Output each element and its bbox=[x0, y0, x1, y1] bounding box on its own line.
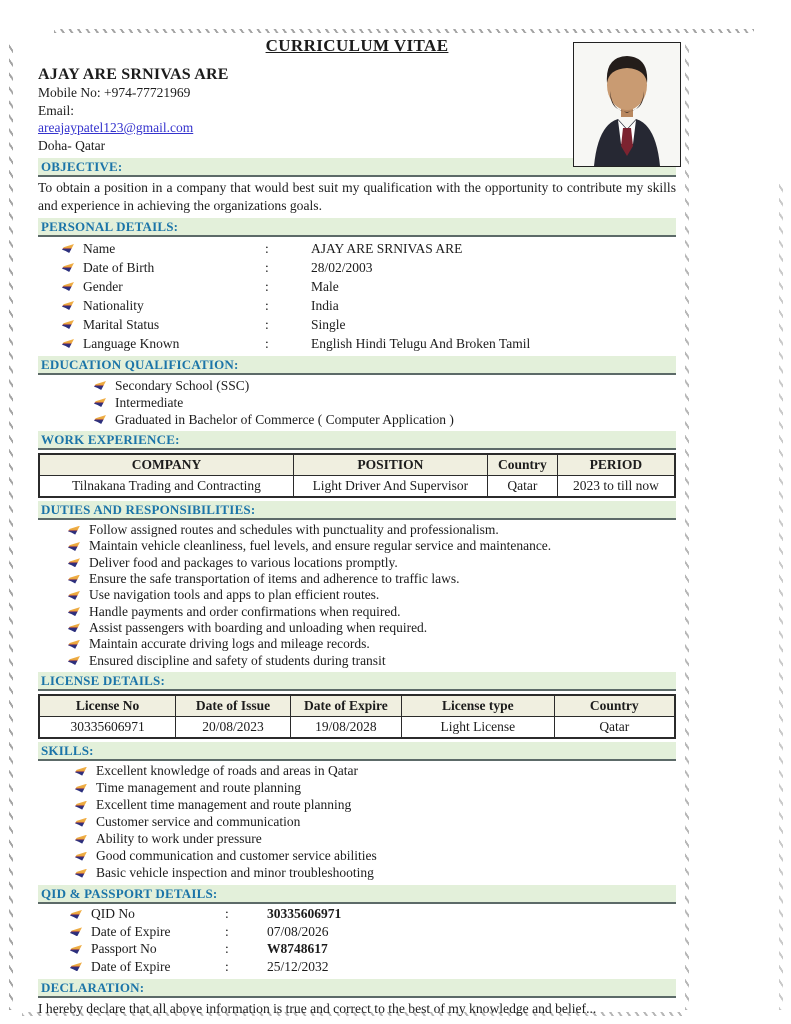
table-cell: 20/08/2023 bbox=[176, 716, 290, 738]
declaration-text: I hereby declare that all above information is true and correct to the best of my knowledge and belief... bbox=[38, 1000, 597, 1016]
paper-plane-bullet-icon bbox=[70, 962, 82, 971]
paper-plane-bullet-icon bbox=[75, 784, 87, 793]
qid-passport-list bbox=[38, 906, 676, 976]
detail-value: AJAY ARE SRNIVAS ARE bbox=[311, 240, 463, 256]
paper-plane-bullet-icon bbox=[70, 910, 82, 919]
list-item bbox=[38, 814, 676, 831]
list-item bbox=[38, 763, 676, 780]
detail-colon: : bbox=[265, 240, 269, 256]
paper-plane-bullet-icon bbox=[62, 282, 74, 291]
duty-item: Follow assigned routes and schedules with punctuality and professionalism. bbox=[89, 522, 499, 538]
email-link[interactable]: areajaypatel123@gmail.com bbox=[38, 120, 194, 135]
column-header: Date of Expire bbox=[290, 695, 401, 717]
skills-list bbox=[38, 763, 676, 882]
passport-row bbox=[38, 941, 676, 959]
column-header: Country bbox=[554, 695, 675, 717]
list-item bbox=[38, 603, 676, 619]
duty-item: Ensure the safe transportation of items and adherence to traffic laws. bbox=[89, 571, 460, 587]
detail-label: Date of Birth bbox=[83, 259, 155, 275]
table-row bbox=[39, 716, 675, 738]
paper-plane-bullet-icon bbox=[94, 415, 106, 424]
paper-plane-bullet-icon bbox=[75, 835, 87, 844]
column-header: POSITION bbox=[293, 454, 487, 476]
detail-value: India bbox=[311, 297, 339, 313]
list-item bbox=[38, 394, 676, 411]
table-cell: Qatar bbox=[554, 716, 675, 738]
work-experience-table bbox=[38, 453, 676, 498]
list-item bbox=[38, 831, 676, 848]
column-header: Country bbox=[487, 454, 557, 476]
duty-item: Maintain vehicle cleanliness, fuel levels, and ensure regular service and maintenance. bbox=[89, 538, 552, 554]
paper-plane-bullet-icon bbox=[68, 526, 80, 535]
paper-plane-bullet-icon bbox=[75, 869, 87, 878]
duty-item: Assist passengers with boarding and unloading when required. bbox=[89, 619, 428, 635]
education-item: Secondary School (SSC) bbox=[115, 377, 250, 393]
list-item bbox=[38, 848, 676, 865]
detail-colon: : bbox=[265, 335, 269, 351]
section-heading-duties: DUTIES AND RESPONSIBILITIES: bbox=[38, 501, 676, 520]
paper-plane-bullet-icon bbox=[75, 852, 87, 861]
table-cell: Tilnakana Trading and Contracting bbox=[39, 476, 293, 498]
detail-colon: : bbox=[265, 259, 269, 275]
mobile-number: Mobile No: +974-77721969 bbox=[38, 85, 191, 100]
section-heading-qid-passport: QID & PASSPORT DETAILS: bbox=[38, 885, 676, 904]
detail-colon: : bbox=[225, 906, 229, 922]
portrait-photo-image bbox=[574, 43, 680, 166]
detail-colon: : bbox=[225, 941, 229, 957]
license-details-table bbox=[38, 694, 676, 739]
section-heading-license: LICENSE DETAILS: bbox=[38, 672, 676, 691]
location: Doha- Qatar bbox=[38, 137, 106, 153]
table-cell: Light Driver And Supervisor bbox=[293, 476, 487, 498]
column-header: License No bbox=[39, 695, 176, 717]
detail-label: Name bbox=[83, 240, 116, 256]
section-heading-objective: OBJECTIVE: bbox=[38, 158, 676, 177]
personal-row-nationality bbox=[38, 296, 676, 315]
paper-plane-bullet-icon bbox=[94, 398, 106, 407]
duty-item: Handle payments and order confirmations when required. bbox=[89, 603, 401, 619]
skill-item: Excellent knowledge of roads and areas in Qatar bbox=[96, 763, 359, 779]
scan-border-left bbox=[9, 42, 13, 1010]
detail-label: Date of Expire bbox=[91, 923, 171, 939]
paper-plane-bullet-icon bbox=[68, 558, 80, 567]
skill-item: Good communication and customer service abilities bbox=[96, 848, 377, 864]
list-item bbox=[38, 797, 676, 814]
detail-value: W8748617 bbox=[267, 941, 328, 957]
table-header-row bbox=[39, 695, 675, 717]
personal-row-dob bbox=[38, 258, 676, 277]
duty-item: Maintain accurate driving logs and mileage records. bbox=[89, 636, 370, 652]
detail-label: Language Known bbox=[83, 335, 180, 351]
detail-value: 30335606971 bbox=[267, 906, 342, 922]
duty-item: Use navigation tools and apps to plan efficient routes. bbox=[89, 587, 380, 603]
paper-plane-bullet-icon bbox=[68, 575, 80, 584]
personal-row-name bbox=[38, 239, 676, 258]
table-cell: 30335606971 bbox=[39, 716, 176, 738]
section-heading-personal: PERSONAL DETAILS: bbox=[38, 218, 676, 237]
table-cell: Light License bbox=[402, 716, 555, 738]
paper-plane-bullet-icon bbox=[70, 927, 82, 936]
table-header-row bbox=[39, 454, 675, 476]
education-list bbox=[38, 377, 676, 428]
table-cell: Qatar bbox=[487, 476, 557, 498]
detail-label: Date of Expire bbox=[91, 958, 171, 974]
column-header: COMPANY bbox=[39, 454, 293, 476]
detail-colon: : bbox=[225, 958, 229, 974]
list-item bbox=[38, 780, 676, 797]
paper-plane-bullet-icon bbox=[70, 945, 82, 954]
column-header: Date of Issue bbox=[176, 695, 290, 717]
detail-label: QID No bbox=[91, 906, 135, 922]
detail-value: 28/02/2003 bbox=[311, 259, 373, 275]
duty-item: Deliver food and packages to various locations promptly. bbox=[89, 554, 398, 570]
detail-colon: : bbox=[265, 297, 269, 313]
qid-row bbox=[38, 906, 676, 924]
detail-label: Gender bbox=[83, 278, 123, 294]
section-heading-declaration: DECLARATION: bbox=[38, 979, 676, 998]
paper-plane-bullet-icon bbox=[62, 320, 74, 329]
personal-details-list bbox=[38, 239, 676, 353]
education-item: Graduated in Bachelor of Commerce ( Computer Application ) bbox=[115, 411, 454, 427]
detail-label: Passport No bbox=[91, 941, 157, 957]
paper-plane-bullet-icon bbox=[94, 381, 106, 390]
duty-item: Ensured discipline and safety of students during transit bbox=[89, 652, 386, 668]
education-item: Intermediate bbox=[115, 394, 184, 410]
list-item bbox=[38, 620, 676, 636]
list-item bbox=[38, 555, 676, 571]
list-item bbox=[38, 636, 676, 652]
paper-plane-bullet-icon bbox=[75, 801, 87, 810]
list-item bbox=[38, 571, 676, 587]
list-item bbox=[38, 411, 676, 428]
skill-item: Basic vehicle inspection and minor troubleshooting bbox=[96, 865, 374, 881]
detail-label: Nationality bbox=[83, 297, 144, 313]
paper-plane-bullet-icon bbox=[62, 301, 74, 310]
detail-label: Marital Status bbox=[83, 316, 160, 332]
skill-item: Excellent time management and route planning bbox=[96, 797, 352, 813]
paper-plane-bullet-icon bbox=[68, 542, 80, 551]
section-heading-skills: SKILLS: bbox=[38, 742, 676, 761]
section-heading-education: EDUCATION QUALIFICATION: bbox=[38, 356, 676, 375]
paper-plane-bullet-icon bbox=[75, 818, 87, 827]
list-item bbox=[38, 587, 676, 603]
paper-plane-bullet-icon bbox=[68, 656, 80, 665]
column-header: PERIOD bbox=[557, 454, 675, 476]
table-cell: 2023 to till now bbox=[557, 476, 675, 498]
objective-text: To obtain a position in a company that would best suit my qualification with the opportunity to contribute my skills and experience in achieving the organizations goals. bbox=[38, 180, 676, 213]
paper-plane-bullet-icon bbox=[68, 607, 80, 616]
scan-border-top bbox=[54, 29, 754, 33]
list-item bbox=[38, 652, 676, 668]
paper-plane-bullet-icon bbox=[68, 591, 80, 600]
personal-row-language bbox=[38, 334, 676, 353]
paper-plane-bullet-icon bbox=[75, 767, 87, 776]
scan-border-right bbox=[685, 42, 689, 1010]
paper-plane-bullet-icon bbox=[68, 640, 80, 649]
skill-item: Ability to work under pressure bbox=[96, 831, 262, 847]
candidate-name: AJAY ARE SRNIVAS ARE bbox=[38, 66, 229, 83]
skill-item: Time management and route planning bbox=[96, 780, 301, 796]
skill-item: Customer service and communication bbox=[96, 814, 301, 830]
paper-plane-bullet-icon bbox=[62, 339, 74, 348]
table-cell: 19/08/2028 bbox=[290, 716, 401, 738]
paper-plane-bullet-icon bbox=[62, 263, 74, 272]
document-content bbox=[38, 34, 676, 1020]
personal-row-gender bbox=[38, 277, 676, 296]
detail-value: English Hindi Telugu And Broken Tamil bbox=[311, 335, 531, 351]
detail-colon: : bbox=[265, 278, 269, 294]
section-heading-work: WORK EXPERIENCE: bbox=[38, 431, 676, 450]
personal-row-marital bbox=[38, 315, 676, 334]
scan-border-right-edge bbox=[779, 180, 783, 1010]
detail-value: Male bbox=[311, 278, 339, 294]
portrait-photo bbox=[573, 42, 681, 167]
passport-expire-row bbox=[38, 958, 676, 976]
paper-plane-bullet-icon bbox=[62, 244, 74, 253]
list-item bbox=[38, 522, 676, 538]
detail-value: 07/08/2026 bbox=[267, 923, 329, 939]
table-row bbox=[39, 476, 675, 498]
list-item bbox=[38, 538, 676, 554]
detail-colon: : bbox=[265, 316, 269, 332]
detail-value: Single bbox=[311, 316, 346, 332]
list-item bbox=[38, 865, 676, 882]
detail-colon: : bbox=[225, 923, 229, 939]
detail-value: 25/12/2032 bbox=[267, 958, 329, 974]
qid-expire-row bbox=[38, 923, 676, 941]
email-label: Email: bbox=[38, 102, 74, 118]
duties-list bbox=[38, 522, 676, 669]
paper-plane-bullet-icon bbox=[68, 623, 80, 632]
page-title: CURRICULUM VITAE bbox=[265, 36, 449, 55]
list-item bbox=[38, 377, 676, 394]
column-header: License type bbox=[402, 695, 555, 717]
